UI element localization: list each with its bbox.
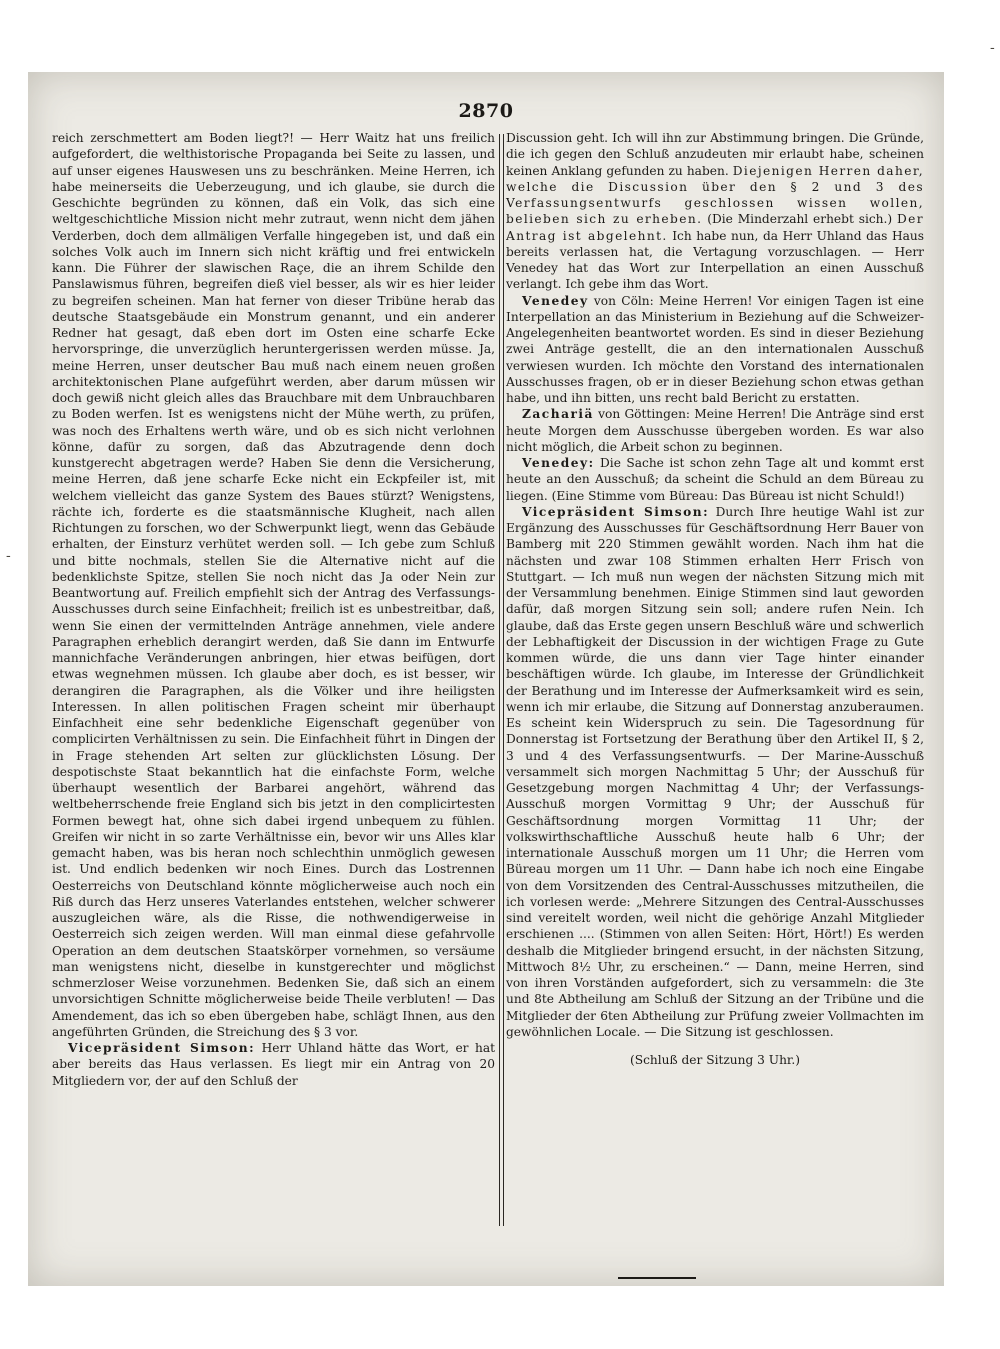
spaced-text: Diejenigen Herren daher, welche die Discussion über den § 2 und 3 des Verfassungsentwurfs geschlossen wissen wollen, belieben sich zu erheben. — [506, 163, 924, 227]
page-number: 2870 — [458, 100, 514, 122]
speech-text: Ich habe nun, da Herr Uhland das Haus bereits verlassen hat, die Vertagung vorzuschlagen. — Herr Venedey hat das Wort zur Interpellation an einen Ausschuß verlangt. Ich gebe ihm das Wort. — [506, 228, 924, 292]
speech-text: Herr Uhland hätte das Wort, er hat aber bereits das Haus verlassen. Es liegt mir ein Antrag von 20 Mitgliedern vor, der auf den Schluß der — [52, 1041, 495, 1088]
spaced-text: Der Antrag ist abgelehnt. — [506, 212, 925, 243]
speaker-name: Venedey — [522, 293, 589, 308]
speech-text: Discussion geht. Ich will ihn zur Abstimmung bringen. Die Gründe, die ich gegen den Schluß anzudeuten mir erlaubt habe, scheinen keinen Anklang gefunden zu haben. — [506, 131, 924, 178]
end-rule — [618, 1277, 696, 1279]
speech-paragraph: reich zerschmettert am Boden liegt?! — Herr Waitz hat uns freilich aufgefordert, die welthistorische Propaganda bei Seite zu lassen, und auf unser eigenes Hauswesen uns zu beschränken. Meine Herren, ich habe meinerseits die Ueberzeugung, und ich glaube, sie durch die Geschichte begründen zu können, daß ein Volk, das sich eine weltgeschichtliche Mission nicht mehr zutraut, wenn nicht dem jähen Verderben, doch dem allmäligen Verfalle hingegeben ist, und daß ein solches Volk auch im Innern sich nicht kräftig und frei entwickeln kann. Die Führer der slawischen Raçe, die an ihrem Schilde den Panslawismus führen, begreifen dieß viel besser, als wir es hier leider zu begreifen scheinen. Man hat ferner von dieser Tribüne herab das deutsche Staatsgebäude ein Monstrum genannt, und ein anderer Redner hat gesagt, daß eben dort im Osten eine scharfe Ecke hervorspringe, die unverzüglich heruntergerissen werden müsse. Ja, meine Herren, unser deutscher Bau muß nach einem neuen großen architektonischen Plane aufgeführt werden, aber darum müssen wir doch gewiß nicht gleich alles das Brauchbare mit dem Unbrauchbaren zu Boden werfen. Ist es wenigstens nicht der Mühe werth, zu prüfen, was noch des Erhaltens werth wäre, und ob es sich nicht verlohnen könne, dafür zu sorgen, daß das Abzutragende denn doch kunstgerecht abgetragen werde? Haben Sie denn die Versicherung, meine Herren, daß jene scharfe Ecke nicht ein Eckpfeiler ist, mit welchem vielleicht das ganze System des Baues stürzt? Wenigstens, rächte ich, forderte es die staatsmännische Klugheit, nach allen Richtungen zu forschen, wo der Schwerpunkt liegt, wenn das Gebäude erhalten, der Einsturz verhütet werden soll. — Ich gebe zum Schluß und bitte nochmals, stellen Sie die Alternative nicht auf die bedenklichste Spitze, stellen Sie noch nicht das Ja oder Nein zur Beantwortung auf. Freilich empfiehlt sich der Antrag des Verfassungs-Ausschusses durch seine Einfachheit; freilich ist es unbestreitbar, daß, wenn Sie einen der vermittelnden Anträge annehmen, viele andere Paragraphen erheblich derangirt werden, daß Sie dann im Entwurfe mannichfache Veränderungen anbringen, hier etwas beifügen, dort etwas wegnehmen müssen. Ich glaube aber doch, es ist besser, wir derangiren die Paragraphen, als die Völker und ihre heiligsten Interessen. In allen politischen Fragen scheint mir überhaupt Einfachheit eine sehr bedenkliche Eigenschaft gegenüber von complicirten Verhältnissen zu sein. Die Einfachheit führt in Dingen der in Frage stehenden Art selten zur glücklichsten Lösung. Der despotischste Staat bekanntlich hat die einfachste Form, welche überhaupt wesentlich der Barbarei angehört, während das weltbeherrschende freie England sich bis jetzt in den complicirtesten Formen bewegt hat, ohne sich dabei irgend unbequem zu fühlen. Greifen wir nicht in so zarte Verhältnisse ein, bevor wir uns Alles klar gemacht haben, was bis heran noch schlechthin unmöglich gewesen ist. Und endlich bedenken wir noch Eines. Durch das Lostrennen Oesterreichs von Deutschland könnte möglicherweise auch noch ein Riß durch das Herz unseres Vaterlandes entstehen, welcher schwerer auszugleichen wäre, als die Risse, die nothwendigerweise in Oesterreich sich zeigen werden. Will man einmal diese gefahrvolle Operation an dem deutschen Staatskörper vornehmen, so versäume man wenigstens nicht, dieselbe in kunstgerechter und möglichst schmerzloser Weise vorzunehmen. Bedenken Sie, daß sich an einem unvorsichtigen Schnitte möglicherweise beide Theile verbluten! — Das Amendement, das ich so eben übergeben habe, schlägt Ihnen, aus den angeführten Gründen, die Streichung des § 3 vor. — [52, 131, 495, 1039]
speaker-name: Zachariä — [522, 407, 594, 422]
venedey-paragraph — [506, 293, 924, 407]
speech-text: (Die Minderzahl erhebt sich.) — [707, 212, 893, 227]
column-divider — [499, 134, 504, 1226]
speaker-name: Vicepräsident Simson: — [522, 504, 710, 519]
margin-mark: - — [990, 40, 995, 56]
speech-text: Durch Ihre heutige Wahl ist zur Ergänzung des Ausschusses für Geschäftsordnung Herr Bauer von Bamberg mit 220 Stimmen gewählt worden. Nach ihm hat die nächsten und zwar 108 Stimmen erhalten Herr Frisch von Stuttgart. — Ich muß nun wegen der nächsten Sitzung mich mit der Versammlung benehmen. Einige Stimmen sind laut geworden dafür, daß morgen Sitzung sein soll; andere rufen Nein. Ich glaube, daß das Erste gegen unsern Beschluß wäre und schwerlich der Lebhaftigkeit der Discussion in der wichtigen Frage zu Gute kommen würde, die uns dann vier Tage hinter einander beschäftigen würde. Ich glaube, im Interesse der Gründlichkeit der Berathung und im Interesse der Aufmerksamkeit wird es sein, wenn ich mir erlaube, die Sitzung auf Donnerstag anzuberaumen. Es scheint kein Widerspruch zu sein. Die Tagesordnung für Donnerstag ist Fortsetzung der Berathung über den Artikel II, § 2, 3 und 4 des Verfassungsentwurfs. — Der Marine-Ausschuß versammelt sich morgen Nachmittag 5 Uhr; der Ausschuß für Gesetzgebung morgen Nachmittag 4 Uhr; der Verfassungs-Ausschuß morgen Vormittag 9 Uhr; der Ausschuß für Geschäftsordnung morgen Vormittag 11 Uhr; der volkswirthschaftliche Ausschuß heute halb 6 Uhr; der internationale Ausschuß morgen um 11 Uhr; die Herren vom Büreau morgen um 11 Uhr. — Dann habe ich noch eine Eingabe von dem Vorsitzenden des Central-Ausschusses mitzutheilen, die ich vorlesen werde: „Mehrere Sitzungen des Central-Ausschusses sind vereitelt worden, weil nicht die gehörige Anzahl Mitglieder erschienen .... (Stimmen von allen Seiten: Hört, Hört!) Es werden deshalb die Mitglieder bringend ersucht, in der nächsten Sitzung, Mittwoch 8½ Uhr, zu erscheinen.“ — Dann, meine Herren, sind von ihren Vorständen aufgefordert, sich zu versammeln: die 3te und 8te Abtheilung am Schluß der Sitzung an der Tribüne und die Mitglieder der 6ten Abtheilung zur Prüfung zweier Vollmachten im gewöhnlichen Locale. — Die Sitzung ist geschlossen. — [506, 504, 924, 1039]
left-column — [52, 130, 495, 1089]
margin-mark: - — [6, 548, 11, 564]
motion-paragraph — [506, 130, 924, 293]
vicepresident-paragraph — [52, 1040, 495, 1089]
speech-text: Die Sache ist schon zehn Tage alt und kommt erst heute an den Ausschuß; da scheint die Schuld an dem Büreau zu liegen. (Eine Stimme vom Büreau: Das Büreau ist nicht Schuld!) — [506, 456, 925, 503]
speaker-name: Venedey: — [522, 456, 595, 470]
speech-text: von Göttingen: Meine Herren! Die Anträge sind erst heute Morgen dem Ausschusse übergeben worden. Es war also nicht möglich, die Arbeit schon zu beginnen. — [506, 407, 924, 454]
zachariae-paragraph — [506, 406, 924, 455]
closing-note: (Schluß der Sitzung 3 Uhr.) — [629, 1053, 801, 1067]
simson-paragraph — [506, 504, 924, 1040]
right-column — [506, 130, 924, 1068]
newspaper-page — [28, 72, 944, 1286]
speech-text: von Cöln: Meine Herren! Vor einigen Tagen ist eine Interpellation an das Ministerium in Beziehung auf die Schweizer-Angelegenheiten beantwortet worden. Es sind in dieser Beziehung zwei Anträge gestellt, die an den internationalen Ausschuß verwiesen wurden. Ich möchte den Vorstand des internationalen Ausschusses fragen, ob er in dieser Beziehung schon etwas gethan habe, und ihn bitten, uns recht bald Bericht zu erstatten. — [506, 293, 924, 405]
speaker-name: Vicepräsident Simson: — [68, 1041, 256, 1055]
venedey-reply-paragraph — [506, 455, 924, 504]
